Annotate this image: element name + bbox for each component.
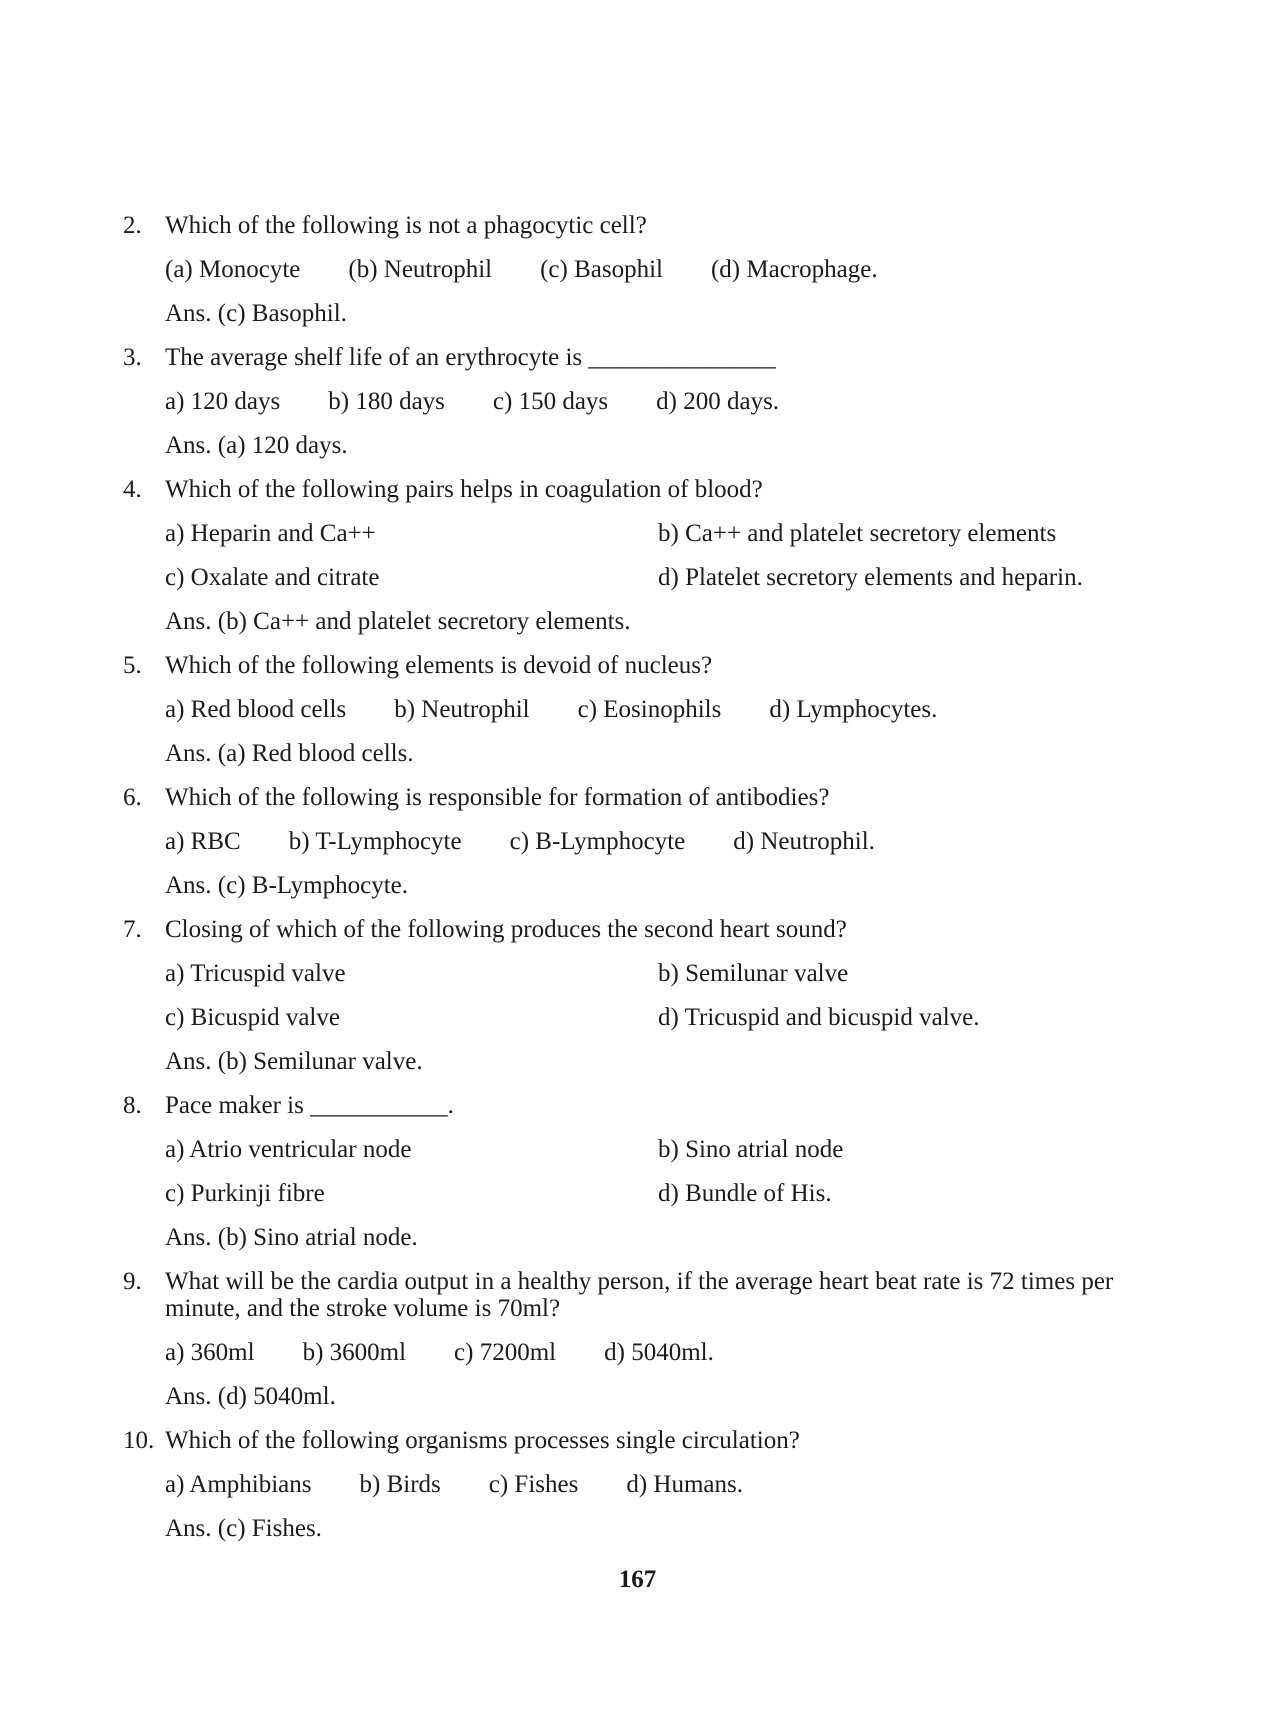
question-line: minute, and the stroke volume is 70ml? [165, 1295, 561, 1322]
question-number: 7. [123, 916, 142, 943]
question-item [123, 1427, 1175, 1542]
question-row [123, 476, 1175, 503]
question-row [123, 344, 1175, 371]
answer-text: Ans. (b) Sino atrial node. [165, 1224, 418, 1251]
answer-row [123, 872, 1175, 899]
indent-spacer [123, 740, 165, 767]
option-item: d) Neutrophil. [733, 828, 875, 855]
indent-spacer [123, 1004, 165, 1031]
option-item: a) 360ml [165, 1339, 255, 1366]
question-text [165, 916, 847, 943]
indent-spacer [123, 1136, 165, 1163]
option-item: a) Tricuspid valve [165, 960, 346, 987]
answer-row [123, 432, 1175, 459]
option-item: c) Purkinji fibre [165, 1180, 325, 1207]
question-item [123, 1268, 1175, 1410]
options-group [165, 1339, 714, 1366]
options-row [123, 1180, 1175, 1207]
answer-text: Ans. (d) 5040ml. [165, 1383, 336, 1410]
answer-row [123, 1383, 1175, 1410]
options-row [123, 1136, 1175, 1163]
page-number: 167 [618, 1566, 657, 1593]
indent-spacer [123, 1383, 165, 1410]
option-item: d) 5040ml. [604, 1339, 714, 1366]
answer-row [123, 608, 1175, 635]
indent-spacer [123, 872, 165, 899]
option-item: a) RBC [165, 828, 241, 855]
options-group [165, 564, 1083, 591]
option-item: d) Humans. [626, 1471, 743, 1498]
options-row [123, 960, 1175, 987]
question-row [123, 1092, 1175, 1119]
answer-row [123, 1224, 1175, 1251]
option-item: b) 180 days [328, 388, 445, 415]
options-group [165, 1471, 743, 1498]
question-row [123, 916, 1175, 943]
option-item: a) Heparin and Ca++ [165, 520, 376, 547]
option-item: b) Neutrophil [394, 696, 530, 723]
options-group [165, 520, 1056, 547]
option-item: d) Tricuspid and bicuspid valve. [658, 1004, 980, 1031]
options-group [165, 960, 848, 987]
answer-text: Ans. (a) 120 days. [165, 432, 348, 459]
option-item: d) Platelet secretory elements and heparin. [658, 564, 1083, 591]
answer-row [123, 1048, 1175, 1075]
question-number: 8. [123, 1092, 142, 1119]
option-item: b) Semilunar valve [658, 960, 849, 987]
options-group [165, 1136, 843, 1163]
question-line: Which of the following is responsible for formation of antibodies? [165, 784, 830, 811]
question-number: 4. [123, 476, 142, 503]
indent-spacer [123, 828, 165, 855]
question-text [165, 1268, 1113, 1322]
indent-spacer [123, 1180, 165, 1207]
answer-text: Ans. (b) Ca++ and platelet secretory elements. [165, 608, 631, 635]
options-group [165, 388, 779, 415]
question-line: Which of the following is not a phagocytic cell? [165, 212, 647, 239]
question-line: Which of the following pairs helps in coagulation of blood? [165, 476, 763, 503]
indent-spacer [123, 388, 165, 415]
answer-text: Ans. (c) B-Lymphocyte. [165, 872, 409, 899]
indent-spacer [123, 1224, 165, 1251]
indent-spacer [123, 256, 165, 283]
options-row [123, 564, 1175, 591]
question-number: 6. [123, 784, 142, 811]
option-item: a) Atrio ventricular node [165, 1136, 412, 1163]
question-item [123, 784, 1175, 899]
indent-spacer [123, 432, 165, 459]
options-row [123, 696, 1175, 723]
indent-spacer [123, 608, 165, 635]
question-number: 10. [123, 1427, 155, 1454]
answer-row [123, 1515, 1175, 1542]
option-item: b) 3600ml [302, 1339, 407, 1366]
question-item [123, 652, 1175, 767]
option-item: b) Birds [359, 1471, 441, 1498]
question-text [165, 784, 829, 811]
indent-spacer [123, 696, 165, 723]
option-item: c) 150 days [492, 388, 609, 415]
options-group [165, 1180, 832, 1207]
option-item: b) T-Lymphocyte [288, 828, 462, 855]
option-item: d) 200 days. [656, 388, 780, 415]
question-row [123, 1268, 1175, 1322]
question-line: Closing of which of the following produces the second heart sound? [165, 916, 847, 943]
question-text [165, 212, 647, 239]
question-line: The average shelf life of an erythrocyte is _______________ [165, 344, 776, 371]
indent-spacer [123, 960, 165, 987]
question-item [123, 344, 1175, 459]
option-item: d) Lymphocytes. [769, 696, 938, 723]
question-line: Which of the following elements is devoid of nucleus? [165, 652, 713, 679]
question-line: Which of the following organisms processes single circulation? [165, 1427, 800, 1454]
indent-spacer [123, 300, 165, 327]
question-text [165, 476, 763, 503]
option-item: a) 120 days [165, 388, 281, 415]
answer-row [123, 740, 1175, 767]
option-item: c) 7200ml [454, 1339, 557, 1366]
question-row [123, 784, 1175, 811]
question-row [123, 652, 1175, 679]
indent-spacer [123, 1339, 165, 1366]
option-item: c) B-Lymphocyte [509, 828, 686, 855]
indent-spacer [123, 564, 165, 591]
options-group [165, 1004, 980, 1031]
question-row [123, 212, 1175, 239]
indent-spacer [123, 520, 165, 547]
options-row [123, 1004, 1175, 1031]
options-group [165, 828, 875, 855]
answer-text: Ans. (c) Basophil. [165, 300, 347, 327]
indent-spacer [123, 1515, 165, 1542]
question-text [165, 652, 712, 679]
question-row [123, 1427, 1175, 1454]
question-number: 2. [123, 212, 142, 239]
question-number: 5. [123, 652, 142, 679]
answer-text: Ans. (b) Semilunar valve. [165, 1048, 423, 1075]
option-item: b) Sino atrial node [658, 1136, 844, 1163]
options-row [123, 520, 1175, 547]
answer-row [123, 300, 1175, 327]
question-text [165, 1092, 454, 1119]
indent-spacer [123, 1048, 165, 1075]
question-number: 3. [123, 344, 142, 371]
options-group [165, 696, 937, 723]
option-item: c) Eosinophils [577, 696, 722, 723]
question-item [123, 916, 1175, 1075]
option-item: c) Bicuspid valve [165, 1004, 340, 1031]
option-item: (c) Basophil [540, 256, 663, 283]
options-row [123, 1339, 1175, 1366]
options-row [123, 388, 1175, 415]
option-item: a) Red blood cells [165, 696, 347, 723]
question-number: 9. [123, 1268, 142, 1295]
indent-spacer [123, 1471, 165, 1498]
question-item [123, 212, 1175, 327]
option-item: b) Ca++ and platelet secretory elements [658, 520, 1057, 547]
option-item: c) Oxalate and citrate [165, 564, 380, 591]
options-row [123, 256, 1175, 283]
option-item: (d) Macrophage. [710, 256, 878, 283]
answer-text: Ans. (a) Red blood cells. [165, 740, 414, 767]
option-item: c) Fishes [488, 1471, 579, 1498]
options-row [123, 1471, 1175, 1498]
options-row [123, 828, 1175, 855]
question-line: What will be the cardia output in a healthy person, if the average heart beat rate is 72 times per [165, 1268, 1114, 1295]
answer-text: Ans. (c) Fishes. [165, 1515, 322, 1542]
option-item: (b) Neutrophil [348, 256, 493, 283]
question-item [123, 1092, 1175, 1251]
question-line: Pace maker is ___________. [165, 1092, 454, 1119]
option-item: d) Bundle of His. [658, 1180, 832, 1207]
options-group [165, 256, 878, 283]
question-text [165, 1427, 800, 1454]
option-item: a) Amphibians [165, 1471, 312, 1498]
option-item: (a) Monocyte [165, 256, 301, 283]
question-item [123, 476, 1175, 635]
question-text [165, 344, 776, 371]
